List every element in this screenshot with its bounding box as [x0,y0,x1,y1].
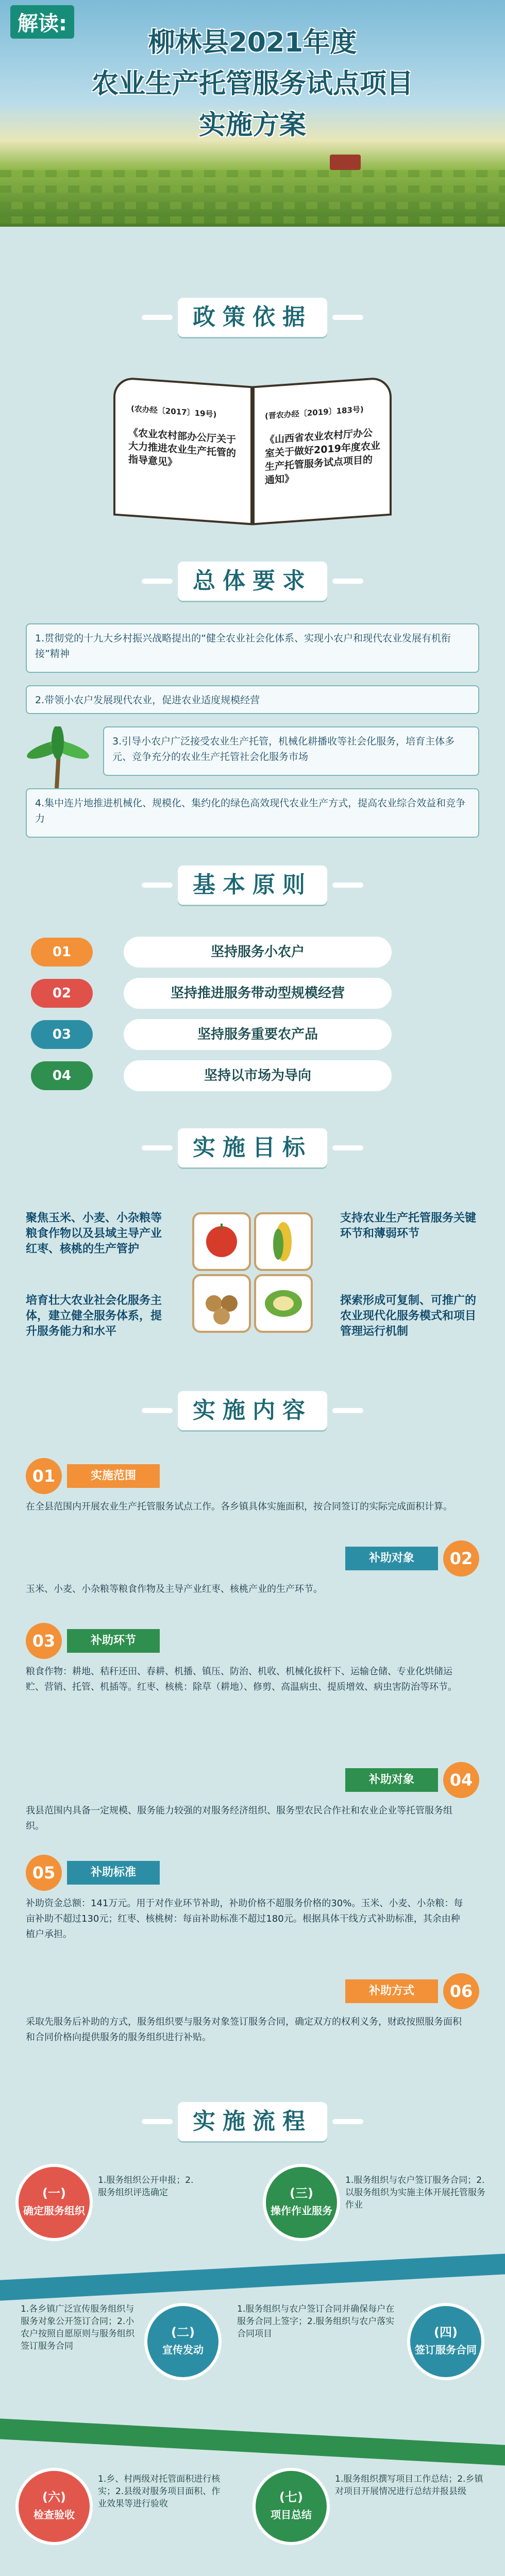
field-stripe [0,170,505,177]
flow-node: (六) 检查验收 [15,2468,93,2545]
goals-hub [175,1195,330,1350]
flow-ribbon [0,2418,505,2465]
flow-text: 1.服务组织与农户签订服务合同；2.以服务组织为实施主体开展托管服务作业 [345,2175,485,2210]
palm-tree-icon [21,726,93,788]
policy-title: 政策依据 [178,298,327,337]
book-page-left [113,377,252,526]
field-stripe [0,185,505,193]
field-stripe [0,202,505,209]
principle-number: 02 [31,979,93,1008]
content-number: 02 [443,1540,479,1577]
content-body: 粮食作物：耕地、秸秆还田、春耕、机播、镇压、防治、机收、机械化拔杆下、运输仓储、专业化烘储运贮、营销、托管、机插等。红枣、核桃：除草（耕地）、修剪、高温病虫、提质增效、病虫害防治等环节。 [26,1666,457,1692]
principle-bar: 坚持以市场为导向 [124,1060,392,1091]
flow-node: (七) 项目总结 [252,2468,330,2545]
principle-bar: 坚持推进服务带动型规模经营 [124,978,392,1009]
flow-ribbon [0,2253,505,2300]
goal-text: 培育壮大农业社会化服务主体，建立健全服务体系，提升服务能力和水平 [26,1294,162,1338]
content-head: 补助环节 [67,1629,160,1653]
doc2-number: (晋农办经〔2019〕183号) [265,404,364,421]
jiedu-tag: 解读: [10,5,74,39]
flow-text: 1.服务组织撰写项目工作总结；2.乡镇对项目开展情况进行总结并报县级 [335,2474,483,2497]
doc2-title: 《山西省农业农村厅办公室关于做好2019年度农业生产托管服务试点项目的通知》 [265,427,380,486]
requirement-item: 1.贯彻党的十九大乡村振兴战略提出的“健全农业社会化体系、实现小农户和现代农业发展有机衔接”精神 [26,623,479,673]
principle-number: 01 [31,938,93,967]
flow-text: 1.服务组织公开申报；2.服务组织评选确定 [98,2175,194,2198]
doc1-number: (农办经〔2017〕19号) [131,403,217,419]
flow-node: (二) 宣传发动 [144,2303,222,2380]
hero-line2: 农业生产托管服务试点项目 [91,69,413,99]
content-title: 实施内容 [178,1391,327,1430]
content-body: 玉米、小麦、小杂粮等粮食作物及主导产业红枣、核桃产业的生产环节。 [26,1584,323,1595]
content-number: 06 [443,1973,479,2009]
content-head: 补助对象 [345,1547,438,1570]
flow-text: 1.乡、村两级对托管面积进行核实；2.县级对服务项目面积、作业效果等进行验收 [98,2474,221,2509]
doc1-title: 《农业农村部办公厅关于大力推进农业生产托管的指导意见》 [128,427,237,469]
goals-title: 实施目标 [178,1128,327,1167]
principles-title: 基本原则 [178,866,327,905]
policy-book [113,381,392,520]
requirements-title: 总体要求 [178,562,327,601]
content-body: 在全县范围内开展农业生产托管服务试点工作。各乡镇具体实施面积，按合同签订的实际完成面积计算。 [26,1501,452,1512]
flow-node: (四) 签订服务合同 [407,2303,484,2380]
goal-text: 探索形成可复制、可推广的农业现代化服务模式和项目管理运行机制 [340,1294,477,1338]
hero-line3: 实施方案 [198,110,306,141]
principle-number: 04 [31,1061,93,1090]
content-number: 04 [443,1762,479,1798]
hero-line1: 柳林县2021年度 [148,27,357,58]
flow-node: (三) 操作作业服务 [263,2164,340,2241]
flow-title: 实施流程 [178,2102,327,2141]
book-page-right [252,377,392,526]
goal-text: 聚焦玉米、小麦、小杂粮等粮食作物以及县域主导产业红枣、核桃的生产管护 [26,1212,162,1256]
principle-number: 03 [31,1020,93,1049]
field-stripe [0,216,505,224]
content-body: 我县范围内具备一定规模、服务能力较强的对服务经济组织、服务型农民合作社和农业企业等托管服务组织。 [26,1805,452,1832]
content-head: 补助方式 [345,1979,438,2003]
content-body: 采取先服务后补助的方式，服务组织要与服务对象签订服务合同，确定双方的权利义务，财政按照服务面积和合同价格向提供服务的服务组织进行补贴。 [26,2016,462,2043]
principle-bar: 坚持服务小农户 [124,937,392,968]
flow-text: 1.服务组织与农户签订合同并确保每户在服务合同上签字；2.服务组织与农户落实合同项目 [237,2304,395,2339]
requirement-item: 4.集中连片地推进机械化、规模化、集约化的绿色高效现代农业生产方式，提高农业综合效益和竞争力 [26,788,479,838]
content-number: 05 [26,1855,62,1891]
content-head: 补助对象 [345,1768,438,1792]
content-head: 实施范围 [67,1464,160,1488]
content-number: 01 [26,1458,62,1494]
principle-bar: 坚持服务重要农产品 [124,1019,392,1050]
tractor-icon [330,155,361,170]
hero-banner [0,0,505,227]
content-body: 补助资金总额：141万元。用于对作业环节补助，补助价格不超服务价格的30%。玉米、小麦、小杂粮：每亩补助不超过130元；红枣、核桃树：每亩补助标准不超过180元。根据具体干线方式补助标准，其余由种植户承担。 [26,1898,463,1940]
goal-text: 支持农业生产托管服务关键环节和薄弱环节 [340,1212,477,1240]
content-number: 03 [26,1623,62,1659]
content-head: 补助标准 [67,1861,160,1885]
flow-text: 1.各乡镇广泛宣传服务组织与服务对象公开签订合同；2.小农户按照自愿原则与服务组织签订服务合同 [21,2304,134,2351]
requirement-item: 2.带领小农户发展现代农业，促进农业适度规模经营 [26,685,479,714]
requirement-item: 3.引导小农户广泛接受农业生产托管，机械化耕播收等社会化服务，培育主体多元、竞争充分的农业生产托管社会化服务市场 [103,726,479,776]
flow-node: (一) 确定服务组织 [15,2164,93,2241]
